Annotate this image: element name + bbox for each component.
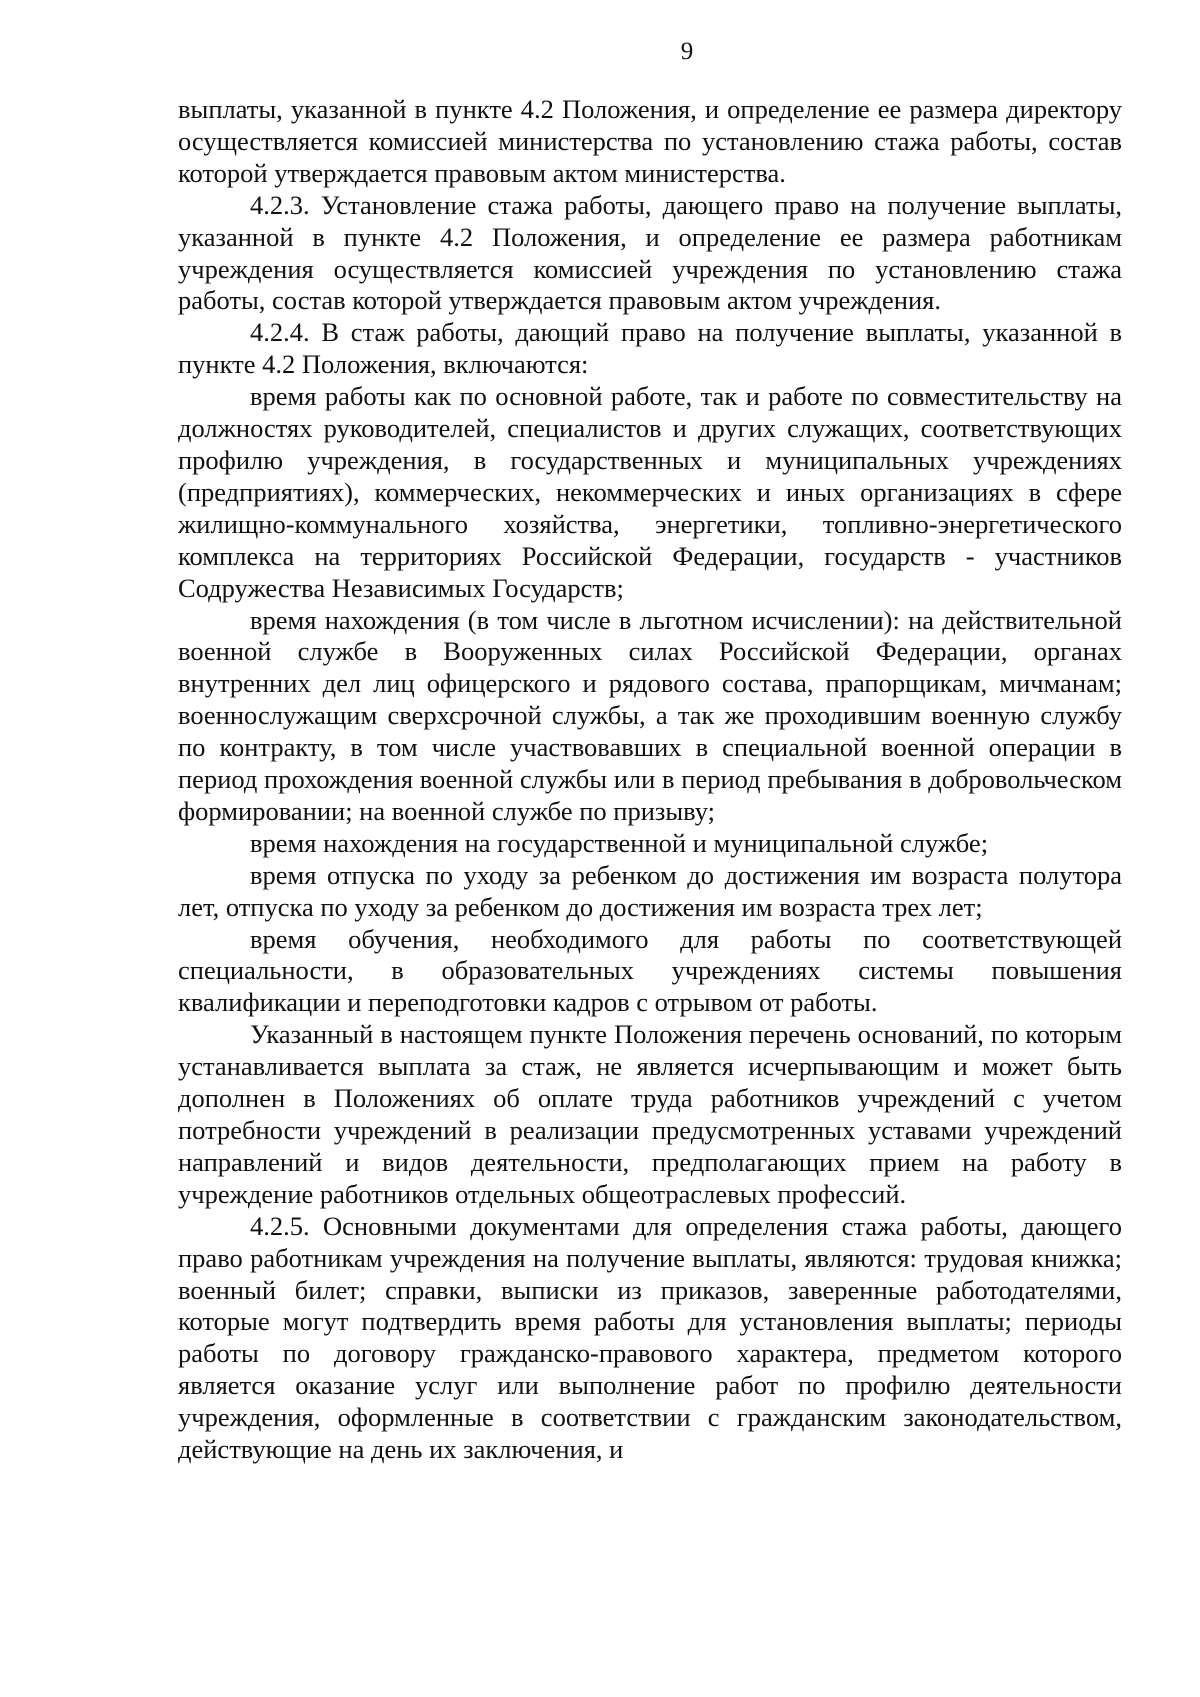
paragraph-list-not-exhaustive: Указанный в настоящем пункте Положения перечень оснований, по которым устанавливается выплата за стаж, не является исчерпывающим и может быть дополнен в Положениях об оплате труда работников учреждений с учетом потребности учреждений в реализации предусмотренных уставами учреждений направлений и видов деятельности, предполагающих прием на работу в учреждение работников отдельных общеотраслевых профессий. xyxy=(178,1019,1122,1209)
paragraph-public-service: время нахождения на государственной и муниципальной службе; xyxy=(250,827,989,858)
page-number: 9 xyxy=(680,38,694,65)
paragraph-military-service: время нахождения (в том числе в льготном исчислении): на действительной военной службе в Вооруженных силах Российской Федерации, органах внутренних дел лиц офицерского и рядового состава, прапорщикам, мичманам; военнослужащим сверхсрочной службы, а так же проходившим военную службу по контракту, в том числе участвовавших в специальной военной операции в период прохождения военной службы или в период пребывания в добровольческом формировании; на военной службе по призыву; xyxy=(178,604,1122,826)
paragraph-training: время обучения, необходимого для работы по соответствующей специальности, в образовательных учреждениях системы повышения квалификации и переподготовки кадров с отрывом от работы. xyxy=(178,923,1122,1018)
paragraph-parental-leave: время отпуска по уходу за ребенком до достижения им возраста полутора лет, отпуска по уходу за ребенком до достижения им возраста трех лет; xyxy=(178,859,1122,922)
paragraph-work-time: время работы как по основной работе, так и работе по совместительству на должностях руководителей, специалистов и других служащих, соответствующих профилю учреждения, в государственных и муниципальных учреждениях (предприятиях), коммерческих, некоммерческих и иных организациях в сфере жилищно-коммунального хозяйства, энергетики, топливно-энергетического комплекса на территориях Российской Федерации, государств - участников Содружества Независимых Государств; xyxy=(178,381,1122,603)
paragraph-continuation: выплаты, указанной в пункте 4.2 Положения, и определение ее размера директору осуществляется комиссией министерства по установлению стажа работы, состав которой утверждается правовым актом министерства. xyxy=(178,94,1122,188)
paragraph-4-2-3: 4.2.3. Установление стажа работы, дающего право на получение выплаты, указанной в пункте 4.2 Положения, и определение ее размера работникам учреждения осуществляется комиссией учреждения по установлению стажа работы, состав которой утверждается правовым актом учреждения. xyxy=(178,189,1122,316)
paragraph-4-2-5: 4.2.5. Основными документами для определения стажа работы, дающего право работникам учреждения на получение выплаты, являются: трудовая книжка; военный билет; справки, выписки из приказов, заверенные работодателями, которые могут подтвердить время работы для установления выплаты; периоды работы по договору гражданско-правового характера, предметом которого является оказание услуг или выполнение работ по профилю деятельности учреждения, оформленные в соответствии с гражданским законодательством, действующие на день их заключения, и xyxy=(178,1210,1122,1465)
paragraph-4-2-4: 4.2.4. В стаж работы, дающий право на получение выплаты, указанной в пункте 4.2 Положения, включаются: xyxy=(178,317,1122,380)
document-body xyxy=(178,94,1122,1466)
